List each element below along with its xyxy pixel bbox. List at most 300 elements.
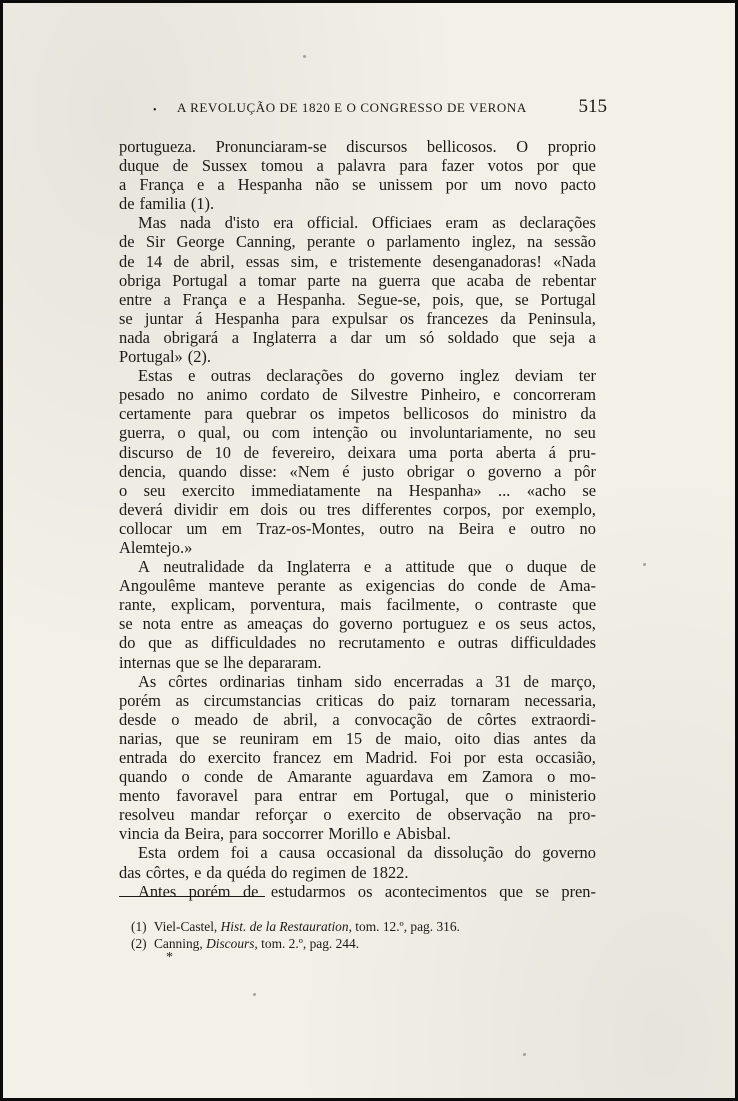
text-word: mandar <box>190 805 240 825</box>
text-word: sim, <box>290 251 319 271</box>
paper-speck <box>523 1053 526 1056</box>
text-word: soldado <box>447 327 499 347</box>
text-line <box>119 347 596 366</box>
text-word: o <box>181 767 190 787</box>
text-word: de <box>257 767 273 787</box>
text-word: era <box>273 213 294 233</box>
text-word: exigencias <box>365 576 435 596</box>
text-word: pru- <box>568 442 596 462</box>
text-word: que <box>572 595 596 615</box>
text-word: 1822. <box>371 862 409 882</box>
text-word: parlamento <box>386 232 461 252</box>
text-word: desde <box>119 709 157 729</box>
text-word: da <box>407 843 423 863</box>
text-word: porém <box>188 881 231 901</box>
text-word: inglez <box>459 366 500 386</box>
text-line <box>119 805 596 824</box>
text-word: rante, <box>119 595 156 615</box>
text-word: «Nada <box>553 251 596 271</box>
text-word: Peninsula, <box>528 308 596 328</box>
text-word: Madrid. <box>365 748 418 767</box>
text-word: entre <box>119 289 152 309</box>
text-word: oito <box>454 728 481 748</box>
text-word: o <box>505 557 514 577</box>
text-word: as <box>223 614 238 634</box>
text-word: na <box>537 805 553 825</box>
text-word: resolveu <box>119 805 175 825</box>
text-word: Beira <box>458 518 494 538</box>
text-word: que <box>512 327 537 347</box>
text-word: sessão <box>554 232 596 252</box>
text-word: se <box>535 881 549 901</box>
text-word: de <box>186 442 202 462</box>
text-word: O <box>516 137 529 156</box>
text-word: Canning, <box>235 232 296 252</box>
text-word: outras <box>457 633 498 653</box>
text-word: na <box>527 232 543 252</box>
text-word: um <box>186 518 208 538</box>
text-word: no <box>177 385 194 405</box>
text-word: convocação <box>354 709 432 729</box>
text-word: para <box>229 824 258 844</box>
text-line <box>119 500 596 519</box>
text-word: de <box>173 251 189 271</box>
text-word: Ama- <box>558 576 596 596</box>
text-word: um <box>385 327 407 347</box>
text-word: em <box>221 518 242 538</box>
text-word: de <box>580 557 596 577</box>
text-word: dividir <box>174 499 218 519</box>
text-line <box>119 194 596 213</box>
text-word: foi <box>230 843 249 863</box>
text-word: á <box>195 308 203 328</box>
text-word: de <box>375 728 391 748</box>
text-word: deverá <box>119 499 163 519</box>
text-word: guerra, <box>119 423 165 443</box>
text-word: obrigará <box>163 327 219 347</box>
text-word: de <box>119 251 135 271</box>
text-word: é <box>342 461 350 481</box>
running-head-title: A REVOLUÇÃO DE 1820 E O CONGRESSO DE VERONA <box>177 100 527 115</box>
text-word: mo- <box>569 767 596 787</box>
text-word: A <box>138 557 150 577</box>
text-word: a <box>554 461 562 481</box>
text-word: de <box>252 709 269 729</box>
text-word: ou <box>242 423 260 443</box>
text-word: Abisbal. <box>395 824 451 844</box>
text-word: nada <box>119 327 150 347</box>
text-word: outro <box>379 518 414 538</box>
text-word: Portugal <box>540 289 596 309</box>
footnote-ref: tom. 12.º, pag. 316. <box>355 919 460 934</box>
text-word: exercito <box>207 748 261 767</box>
text-word: reuniram <box>239 728 299 748</box>
text-word: palavra <box>337 156 386 176</box>
text-word: Portugal, <box>389 786 449 806</box>
text-word: ter <box>578 366 596 386</box>
text-word: que <box>465 786 489 806</box>
text-word: o <box>466 461 476 481</box>
text-word: maio, <box>404 728 442 748</box>
text-word: Hespanha <box>214 308 280 328</box>
text-word: 15 <box>345 728 363 748</box>
text-word: de <box>446 709 463 729</box>
text-line <box>119 576 596 595</box>
text-word: no <box>545 423 562 443</box>
text-word: Officiaes <box>372 213 432 233</box>
text-word: outro <box>530 518 565 538</box>
text-word: meado <box>194 709 239 729</box>
text-word: antes <box>533 728 568 748</box>
text-word: Traz-os-Montes, <box>256 518 365 538</box>
text-word: entrar <box>298 786 337 806</box>
text-line <box>119 863 596 882</box>
text-word: 14 <box>145 251 163 271</box>
text-word: e <box>329 251 338 271</box>
text-word: Zamora <box>481 767 533 787</box>
text-word: por <box>463 748 486 767</box>
text-word: familia <box>139 194 186 214</box>
text-word: Foi <box>429 748 452 767</box>
text-word: governo <box>487 461 542 481</box>
text-word: a <box>329 327 338 347</box>
text-word: os <box>309 404 325 424</box>
text-word: que <box>175 652 200 672</box>
text-word: dissolução <box>433 843 504 863</box>
text-word: que <box>499 881 523 901</box>
text-word: do <box>448 576 465 596</box>
text-line <box>119 538 596 557</box>
text-word: observação <box>447 805 522 825</box>
text-word: côrtes <box>477 709 517 729</box>
text-line <box>119 653 596 672</box>
text-line <box>119 843 596 862</box>
text-word: que <box>148 633 172 653</box>
text-word: occasional <box>326 843 396 863</box>
text-word: mento <box>119 786 160 806</box>
text-word: criticas <box>315 690 364 710</box>
text-word: quebrar <box>246 404 297 424</box>
text-word: para <box>291 308 320 328</box>
text-word: da <box>500 308 516 328</box>
text-line <box>119 729 596 748</box>
running-head <box>177 96 607 122</box>
text-word: em <box>353 786 374 806</box>
text-word: as <box>175 690 190 710</box>
text-word: seu <box>574 423 596 443</box>
text-word: se <box>119 614 133 634</box>
text-word: côrtes, <box>145 862 190 882</box>
text-word: «Nem <box>289 461 330 481</box>
text-word: pois, <box>432 289 464 309</box>
text-word: as <box>338 576 353 596</box>
footnote-author: Viel-Castel, <box>153 919 218 934</box>
text-line <box>119 290 596 309</box>
text-word: por <box>445 175 468 195</box>
text-word: a <box>588 327 596 347</box>
text-word: Sir <box>145 232 166 252</box>
text-word: rebentar <box>542 270 596 290</box>
footnote-work: Hist. de la Restauration, <box>220 919 352 934</box>
text-word: seja <box>549 327 576 347</box>
text-word: fevereiro, <box>271 442 335 462</box>
text-word: de <box>529 576 546 596</box>
text-word: neutralidade <box>163 557 245 577</box>
text-word: conde <box>203 767 244 787</box>
text-word: que, <box>475 289 504 309</box>
text-word: impetos <box>337 404 390 424</box>
text-word: Pronunciaram-se <box>215 137 327 156</box>
text-word: o <box>171 709 180 729</box>
text-word: As <box>138 671 157 691</box>
text-line <box>119 385 596 404</box>
text-word: portugueza. <box>119 137 196 156</box>
text-word: Alemtejo.» <box>119 537 193 557</box>
footnotes <box>131 918 571 952</box>
text-word: francez <box>272 748 322 767</box>
text-word: official. <box>307 213 359 233</box>
text-word: difficuldades <box>510 633 596 653</box>
text-line <box>119 595 596 614</box>
text-word: Morillo <box>328 824 379 844</box>
text-word: da <box>580 404 596 424</box>
text-word: eram <box>445 213 479 233</box>
text-word: corpos, <box>443 499 491 519</box>
text-word: encerradas <box>393 671 464 691</box>
text-word: da <box>164 824 180 844</box>
text-word: Portugal» <box>119 347 183 367</box>
footnote-work: Discours, <box>206 936 258 951</box>
text-word: parte <box>307 270 341 290</box>
text-word: do <box>482 404 499 424</box>
text-word: do <box>119 633 136 653</box>
text-word: Estas <box>138 366 173 386</box>
text-word: os <box>399 308 415 328</box>
text-word: tinham <box>296 671 343 691</box>
text-word: Beira, <box>184 824 225 844</box>
text-word: Hespanha. <box>276 289 346 309</box>
text-word: reforçar <box>255 805 308 825</box>
text-word: se <box>352 175 366 195</box>
text-word: do <box>312 614 329 634</box>
text-word: a <box>239 270 247 290</box>
text-word: declarações <box>519 213 596 233</box>
text-word: tres <box>326 499 351 519</box>
text-word: de <box>523 671 539 691</box>
text-word: se <box>582 480 596 500</box>
text-word: dias <box>493 728 520 748</box>
text-word: se <box>515 289 529 309</box>
text-word: com <box>271 423 300 443</box>
text-word: do <box>377 690 395 710</box>
text-word: no <box>579 518 596 538</box>
text-word: a <box>163 289 171 309</box>
text-word: a <box>475 671 484 691</box>
text-word: que <box>572 156 596 176</box>
footnote-2 <box>131 935 571 952</box>
text-word: de <box>243 442 260 462</box>
text-word: differentes <box>361 499 432 519</box>
text-word: bellicosos. <box>426 137 497 156</box>
text-word: da <box>206 862 222 882</box>
text-word: porta <box>449 442 484 462</box>
text-word: aguardava <box>365 767 434 787</box>
text-word: no <box>309 633 326 653</box>
text-word: deviam <box>514 366 564 386</box>
text-word: essas <box>245 251 280 271</box>
text-word: e <box>493 385 501 405</box>
text-word: de <box>242 881 259 901</box>
text-word: abril, <box>283 709 318 729</box>
text-line <box>119 691 596 710</box>
text-word: George <box>176 232 225 252</box>
text-word: nota <box>142 614 171 634</box>
text-word: «acho <box>526 480 566 500</box>
text-word: fazer <box>441 156 474 176</box>
text-word: ... <box>498 480 511 500</box>
text-word: obriga <box>119 270 161 290</box>
text-word: e <box>478 614 486 634</box>
text-word: do <box>514 843 531 863</box>
text-word: justo <box>362 461 395 481</box>
text-word: proprio <box>547 137 596 156</box>
text-word: desenganadoras! <box>432 251 542 271</box>
text-word: em <box>312 728 333 748</box>
text-word: guerra <box>378 270 421 290</box>
text-word: acontecimentos <box>384 881 487 901</box>
text-word: e <box>188 366 196 386</box>
text-word: o <box>323 805 332 825</box>
text-word: conde <box>477 576 517 596</box>
text-word: as <box>492 213 506 233</box>
text-word: o <box>177 423 186 443</box>
text-word: e <box>437 633 446 653</box>
text-word: necessaria, <box>524 690 596 710</box>
text-word: involuntariamente, <box>409 423 533 443</box>
footnote-divider <box>119 896 265 897</box>
text-word: de <box>119 232 135 252</box>
text-word: pren- <box>561 881 596 901</box>
text-word: paiz <box>408 690 437 710</box>
text-line <box>119 748 596 767</box>
text-word: entre <box>180 614 214 634</box>
text-word: nada <box>180 213 211 233</box>
text-word: do <box>271 862 288 882</box>
text-word: governo <box>390 366 444 386</box>
text-word: ou <box>380 423 397 443</box>
text-word: só <box>419 327 435 347</box>
text-line <box>119 633 596 652</box>
text-line <box>119 824 596 843</box>
text-word: se <box>119 308 133 328</box>
text-line <box>119 175 596 194</box>
text-word: e <box>194 862 202 882</box>
text-word: os <box>357 881 373 901</box>
text-line <box>119 672 596 691</box>
text-word: em <box>333 748 354 767</box>
text-word: facilmente, <box>386 595 460 615</box>
text-word: e <box>383 824 391 844</box>
text-line <box>119 156 596 175</box>
text-word: março, <box>550 671 596 691</box>
footnote-1 <box>131 918 571 935</box>
text-word: inglez, <box>471 232 516 252</box>
text-word: do <box>179 748 196 767</box>
text-word: não <box>315 175 340 195</box>
text-word: exercito <box>181 480 235 500</box>
footnote-author: Canning, <box>153 936 203 951</box>
text-word: bellicosos <box>403 404 469 424</box>
text-word: soccorrer <box>262 824 324 844</box>
text-line <box>119 232 596 251</box>
text-word: França <box>182 289 228 309</box>
text-word: que <box>468 557 492 577</box>
text-line <box>119 423 596 442</box>
text-word: quéda <box>226 862 266 882</box>
text-word: internas <box>119 652 171 672</box>
text-word: depararam. <box>248 652 322 672</box>
text-word: na <box>428 518 444 538</box>
text-word: e <box>238 289 247 309</box>
text-word: governo <box>338 614 393 634</box>
text-word: Mas <box>138 213 167 233</box>
text-word: ordem <box>177 843 220 863</box>
text-word: cordato <box>260 385 310 405</box>
text-word: duque <box>119 156 160 176</box>
text-word: qual, <box>198 423 231 443</box>
footnote-number: (1) <box>131 919 147 934</box>
text-word: francezes <box>426 308 489 328</box>
text-word: de <box>515 270 531 290</box>
text-word: Portugal <box>172 270 228 290</box>
text-word: Inglaterra <box>286 557 351 577</box>
text-word: por <box>536 156 559 176</box>
text-word: o <box>119 480 128 500</box>
text-word: narias, <box>119 728 163 748</box>
text-line <box>119 443 596 462</box>
text-word: Hespanha» <box>408 480 482 500</box>
text-word: dencia, <box>119 461 166 481</box>
text-word: discurso <box>119 442 174 462</box>
header-bullet-mark: • <box>153 105 157 116</box>
text-word: de <box>351 862 367 882</box>
text-word: para <box>399 156 428 176</box>
text-word: tomar <box>257 270 297 290</box>
text-word: a <box>260 843 268 863</box>
text-word: occasião, <box>535 748 596 767</box>
text-word: tomou <box>261 156 303 176</box>
text-word: declarações <box>266 366 343 386</box>
text-word: abril, <box>200 251 235 271</box>
text-word: a <box>119 175 127 195</box>
text-word: recrutamento <box>338 633 425 653</box>
text-word: mais <box>340 595 372 615</box>
text-word: Inglaterra <box>252 327 317 347</box>
text-word: pro- <box>568 805 596 825</box>
text-word: portuguez <box>402 614 469 634</box>
text-word: outras <box>210 366 251 386</box>
text-word: de <box>119 194 135 214</box>
text-word: porém <box>119 690 161 710</box>
text-word: lhe <box>223 652 244 672</box>
text-word: a <box>332 709 340 729</box>
text-word: discursos <box>346 137 408 156</box>
text-word: dois <box>260 499 288 519</box>
text-word: a <box>257 289 266 309</box>
text-word: immediatamente <box>251 480 361 500</box>
text-word: se <box>212 728 227 748</box>
text-word: Esta <box>138 843 167 863</box>
